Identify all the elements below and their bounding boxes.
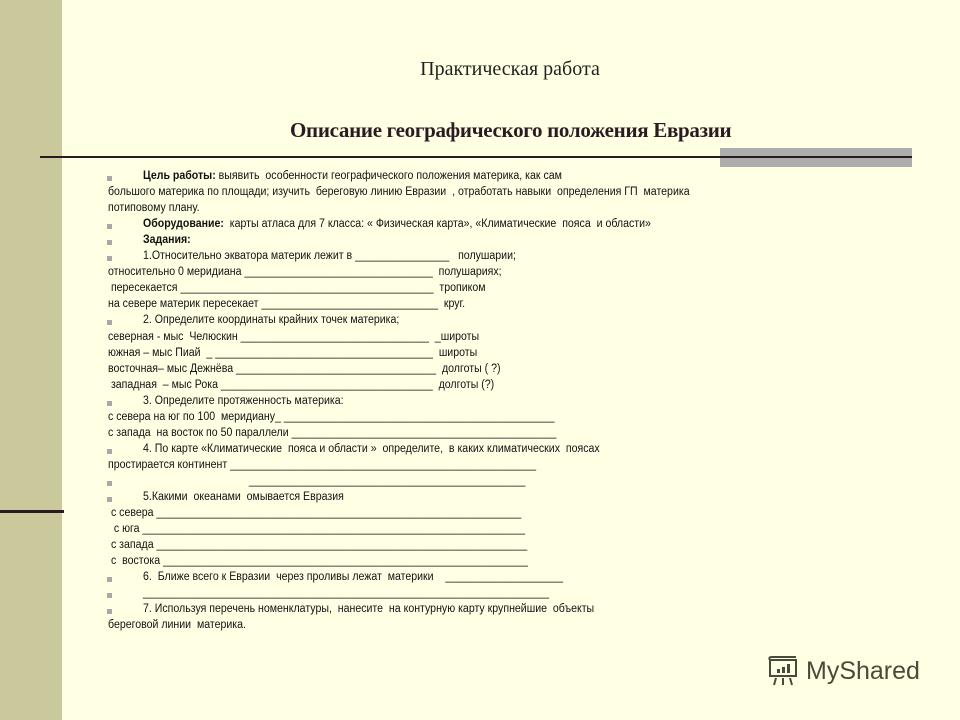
left-decorative-band <box>0 0 62 720</box>
line-text: относительно 0 меридиана ________________________________ полушариях; <box>108 266 502 279</box>
line-text: 3. Определите протяженность материка: <box>143 394 344 407</box>
line-text: на севере материк пересекает ______________________________ круг. <box>108 298 466 311</box>
line-text: 1.Относительно экватора материк лежит в ________________ полушарии; <box>143 250 516 263</box>
worksheet-line <box>143 571 563 583</box>
line-text: с севера на юг по 100 меридиану_ ______________________________________________ <box>108 410 555 423</box>
worksheet-line <box>143 603 594 615</box>
worksheet-line <box>143 218 651 230</box>
worksheet-line <box>108 379 494 391</box>
bullet-icon <box>107 320 112 325</box>
worksheet-line <box>108 427 556 439</box>
bullet-icon <box>107 577 112 582</box>
worksheet-line <box>143 395 344 407</box>
worksheet-line <box>108 459 536 471</box>
slide-subtitle: Практическая работа <box>420 58 600 80</box>
line-text: 2. Определите координаты крайних точек материка; <box>143 314 400 327</box>
worksheet-line <box>108 266 502 278</box>
line-text: потиповому плану. <box>108 202 200 215</box>
worksheet-line <box>143 250 516 262</box>
line-text: 7. Используя перечень номенклатуры, нанесите на контурную карту крупнейшие объекты <box>143 603 595 616</box>
worksheet-line <box>143 443 600 455</box>
worksheet-line <box>108 619 246 631</box>
worksheet-line <box>143 234 191 246</box>
worksheet-line <box>108 523 525 535</box>
line-text: восточная– мыс Дежнёва __________________________________ долготы ( ?) <box>108 362 501 375</box>
bullet-icon <box>107 449 112 454</box>
worksheet-line <box>108 282 486 294</box>
worksheet-line <box>143 170 562 182</box>
watermark-text: MyShared <box>806 656 920 685</box>
slide-title: Описание географического положения Евразии <box>290 118 732 142</box>
worksheet-line <box>108 347 477 359</box>
bullet-icon <box>107 401 112 406</box>
worksheet-line <box>108 298 465 310</box>
line-text: _______________________________________________ <box>143 474 526 487</box>
bullet-icon <box>107 256 112 261</box>
line-text: южная – мыс Пиай _ _____________________________________ широты <box>108 346 478 359</box>
worksheet-line <box>108 555 528 567</box>
line-text: пересекается ___________________________________________ тропиком <box>108 282 486 295</box>
line-text: западная – мыс Рока ____________________________________ долготы (?) <box>108 378 495 391</box>
line-text: 4. По карте «Климатические пояса и области » определите, в каких климатических поясах <box>143 442 600 455</box>
myshared-watermark <box>766 656 920 686</box>
worksheet-line <box>108 186 690 198</box>
bullet-icon <box>107 224 112 229</box>
line-label: Оборудование: <box>143 218 224 231</box>
line-label: Задания: <box>143 234 191 247</box>
line-text: 6. Ближе всего к Евразии через проливы лежат материки ____________________ <box>143 571 564 584</box>
line-text: с востока ______________________________________________________________ <box>108 555 528 568</box>
worksheet-line <box>108 411 555 423</box>
line-text: северная - мыс Челюскин ________________________________ _широты <box>108 330 480 343</box>
line-text: _____________________________________________________________________ <box>143 587 550 600</box>
bullet-icon <box>107 593 112 598</box>
line-text: выявить особенности географического положения материка, как сам <box>215 170 562 182</box>
bullet-icon <box>107 497 112 502</box>
line-label: Цель работы: <box>143 170 216 182</box>
presentation-board-icon <box>766 656 800 686</box>
worksheet-line <box>143 314 399 326</box>
bullet-icon <box>107 240 112 245</box>
title-rule <box>40 156 912 158</box>
worksheet-line <box>108 331 479 343</box>
worksheet-line <box>143 491 344 503</box>
line-text: большого материка по площади; изучить береговую линию Евразии , отработать навыки определения ГП материка <box>108 186 690 199</box>
worksheet-line <box>108 539 527 551</box>
line-text: 5.Какими океанами омывается Евразия <box>143 491 344 503</box>
line-text: с запада _______________________________________________________________ <box>108 539 528 552</box>
worksheet-line <box>143 587 549 599</box>
bullet-icon <box>107 481 112 486</box>
line-text: простирается континент ____________________________________________________ <box>108 458 537 471</box>
worksheet-line <box>108 507 521 519</box>
line-text: с юга _________________________________________________________________ <box>108 523 525 536</box>
line-text: карты атласа для 7 класса: « Физическая карта», «Климатические пояса и области» <box>223 218 651 231</box>
line-text: с запада на восток по 50 параллели _____________________________________________ <box>108 426 557 439</box>
bullet-icon <box>107 609 112 614</box>
worksheet-line <box>108 202 200 214</box>
bullet-icon <box>107 176 112 181</box>
worksheet-line <box>108 363 500 375</box>
line-text: с севера ______________________________________________________________ <box>108 507 522 520</box>
line-text: береговой линии материка. <box>108 619 246 632</box>
worksheet-line <box>143 475 525 487</box>
band-divider <box>0 510 64 513</box>
